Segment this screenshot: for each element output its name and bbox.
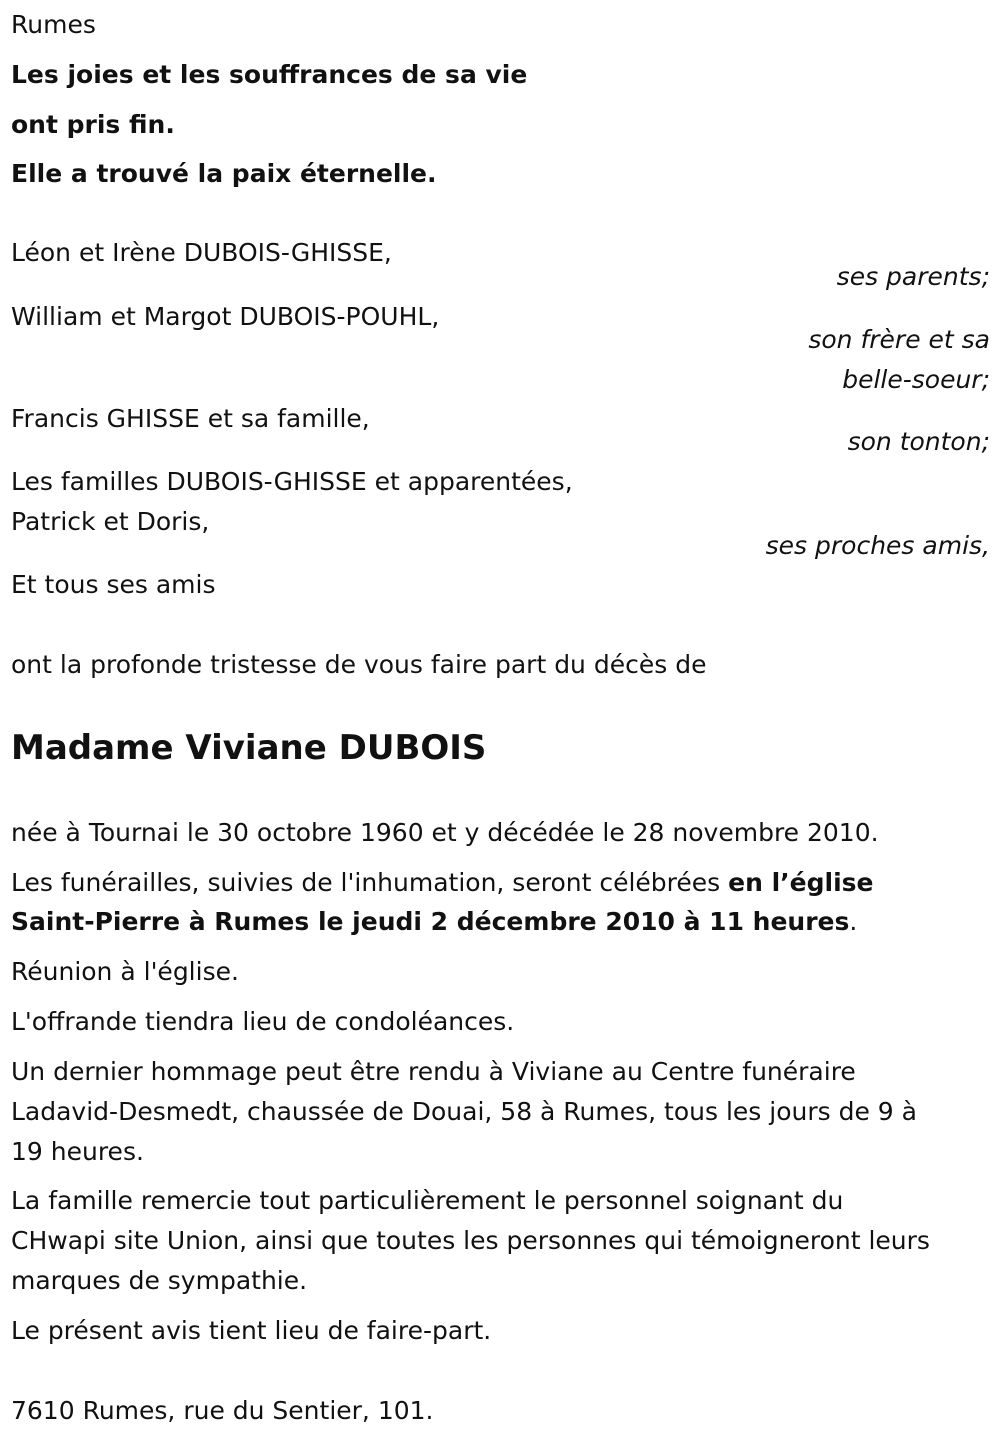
notice-line: Le présent avis tient lieu de faire-part. bbox=[11, 1316, 492, 1345]
funeral-line-1 bbox=[11, 864, 873, 902]
relation-parents: ses parents; bbox=[836, 262, 990, 291]
relation-brother-line-1: son frère et sa bbox=[808, 325, 990, 354]
family-name-parents: Léon et Irène DUBOIS-GHISSE, bbox=[11, 238, 392, 267]
funeral-line-2 bbox=[11, 903, 857, 941]
family-name-all-friends: Et tous ses amis bbox=[11, 570, 216, 599]
funeral-prefix: Les funérailles, suivies de l'inhumation, seront célébrées bbox=[11, 868, 729, 897]
family-name-friends: Patrick et Doris, bbox=[11, 507, 210, 536]
funeral-bold-1: en l’église bbox=[728, 868, 874, 897]
relation-friends: ses proches amis, bbox=[765, 531, 990, 560]
place-heading: Rumes bbox=[11, 10, 96, 39]
funeral-bold-2: Saint-Pierre à Rumes le jeudi 2 décembre 2010 à 11 heures bbox=[11, 907, 850, 936]
quote-line-3: Elle a trouvé la paix éternelle. bbox=[11, 159, 437, 188]
birth-death-line: née à Tournai le 30 octobre 1960 et y décédée le 28 novembre 2010. bbox=[11, 818, 879, 847]
relation-uncle: son tonton; bbox=[847, 427, 990, 456]
offering-line: L'offrande tiendra lieu de condoléances. bbox=[11, 1007, 515, 1036]
relation-brother-line-2: belle-soeur; bbox=[842, 365, 990, 394]
homage-line-2: Ladavid-Desmedt, chaussée de Douai, 58 à Rumes, tous les jours de 9 à bbox=[11, 1097, 917, 1126]
address-line: 7610 Rumes, rue du Sentier, 101. bbox=[11, 1396, 434, 1425]
thanks-line-2: CHwapi site Union, ainsi que toutes les personnes qui témoigneront leurs bbox=[11, 1226, 930, 1255]
family-name-uncle: Francis GHISSE et sa famille, bbox=[11, 404, 370, 433]
quote-line-2: ont pris fin. bbox=[11, 110, 175, 139]
thanks-line-3: marques de sympathie. bbox=[11, 1266, 308, 1295]
family-name-brother: William et Margot DUBOIS-POUHL, bbox=[11, 302, 440, 331]
meeting-line: Réunion à l'église. bbox=[11, 957, 239, 986]
quote-line-1: Les joies et les souffrances de sa vie bbox=[11, 60, 528, 89]
thanks-line-1: La famille remercie tout particulièrement le personnel soignant du bbox=[11, 1186, 844, 1215]
homage-line-3: 19 heures. bbox=[11, 1137, 144, 1166]
family-name-relatives: Les familles DUBOIS-GHISSE et apparentées, bbox=[11, 467, 573, 496]
funeral-suffix: . bbox=[849, 907, 858, 936]
deceased-name: Madame Viviane DUBOIS bbox=[11, 728, 487, 768]
homage-line-1: Un dernier hommage peut être rendu à Viviane au Centre funéraire bbox=[11, 1057, 856, 1086]
announcement-text: ont la profonde tristesse de vous faire part du décès de bbox=[11, 650, 707, 679]
